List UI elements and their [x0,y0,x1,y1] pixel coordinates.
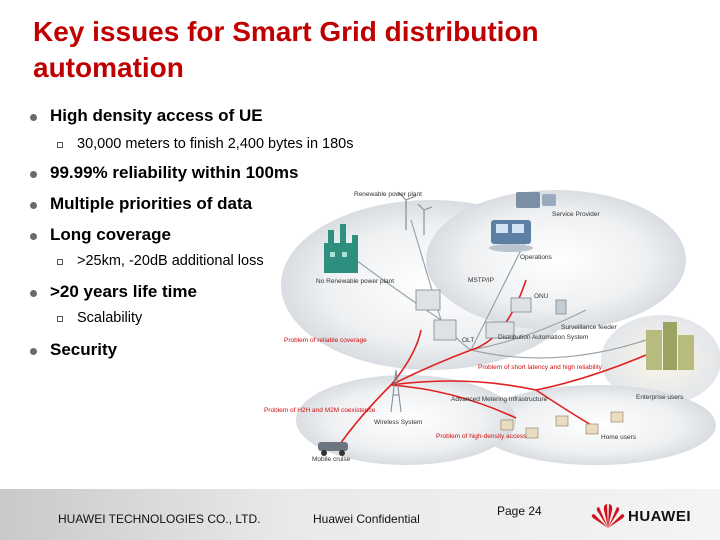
huawei-logo-text: HUAWEI [628,508,691,525]
operations-label: Operations [520,254,552,261]
sub-bullet-text: Scalability [77,310,143,326]
bullet-text: >20 years life time [50,282,197,301]
mobile-label: Mobile cruise [312,456,351,463]
surveillance-label: Surveillance feeder [561,324,617,331]
mobile-car-icon [318,442,348,456]
problem-high-density-label: Problem of high-density access [436,433,527,440]
onu-label: ONU [534,293,549,300]
slide-title-line-2: automation [33,52,184,83]
problem-latency-label: Problem of short latency and high reliability [478,364,602,371]
sub-bullet-square-icon [57,259,63,265]
page-number: Page 24 [497,504,542,518]
bullet-text: 99.99% reliability within 100ms [50,163,299,182]
huawei-logo-icon [588,502,628,530]
ami-label: Advanced Metering Infrastructure [451,396,548,403]
bullet-dot-icon [30,114,37,121]
renewable-label: Renewable power plant [354,191,422,198]
bullet-text: Security [50,340,118,359]
surveillance-feeder-icon [556,300,566,314]
distribution-label: Distribution Automation System [498,334,589,341]
sub-bullet-text: 30,000 meters to finish 2,400 bytes in 180s [77,136,354,152]
operations-center-icon [489,220,533,252]
problem-reliable-coverage-label: Problem of reliable coverage [284,337,367,344]
problem-h2h-label: Problem of H2H and M2M coexistence [264,407,376,414]
bullet-dot-icon [30,233,37,240]
footer-company: HUAWEI TECHNOLOGIES CO., LTD. [58,512,261,526]
bullet-dot-icon [30,290,37,297]
bullet-dot-icon [30,202,37,209]
service-provider-icon [516,192,556,208]
smart-grid-network-diagram [256,180,720,470]
bullet-dot-icon [30,171,37,178]
service-provider-label: Service Provider [552,211,600,218]
home-users-label: Home users [601,434,637,441]
bullet-text: Long coverage [50,225,171,244]
mstp-label: MSTP/IP [468,277,495,284]
bullet-text: High density access of UE [50,106,263,125]
bullet-text: Multiple priorities of data [50,194,253,213]
wireless-label: Wireless System [374,419,423,426]
onu-device-icon [511,298,531,312]
sub-bullet-square-icon [57,316,63,322]
sub-bullet-square-icon [57,142,63,148]
slide-title-line-1: Key issues for Smart Grid distribution [33,16,539,47]
olt-label: OLT [462,337,475,344]
no-renewable-label: No Renewable power plant [316,278,395,285]
bullet-dot-icon [30,348,37,355]
enterprise-label: Enterprise users [636,394,684,401]
sub-bullet-text: >25km, -20dB additional loss [77,253,264,269]
footer-confidential: Huawei Confidential [313,512,420,526]
